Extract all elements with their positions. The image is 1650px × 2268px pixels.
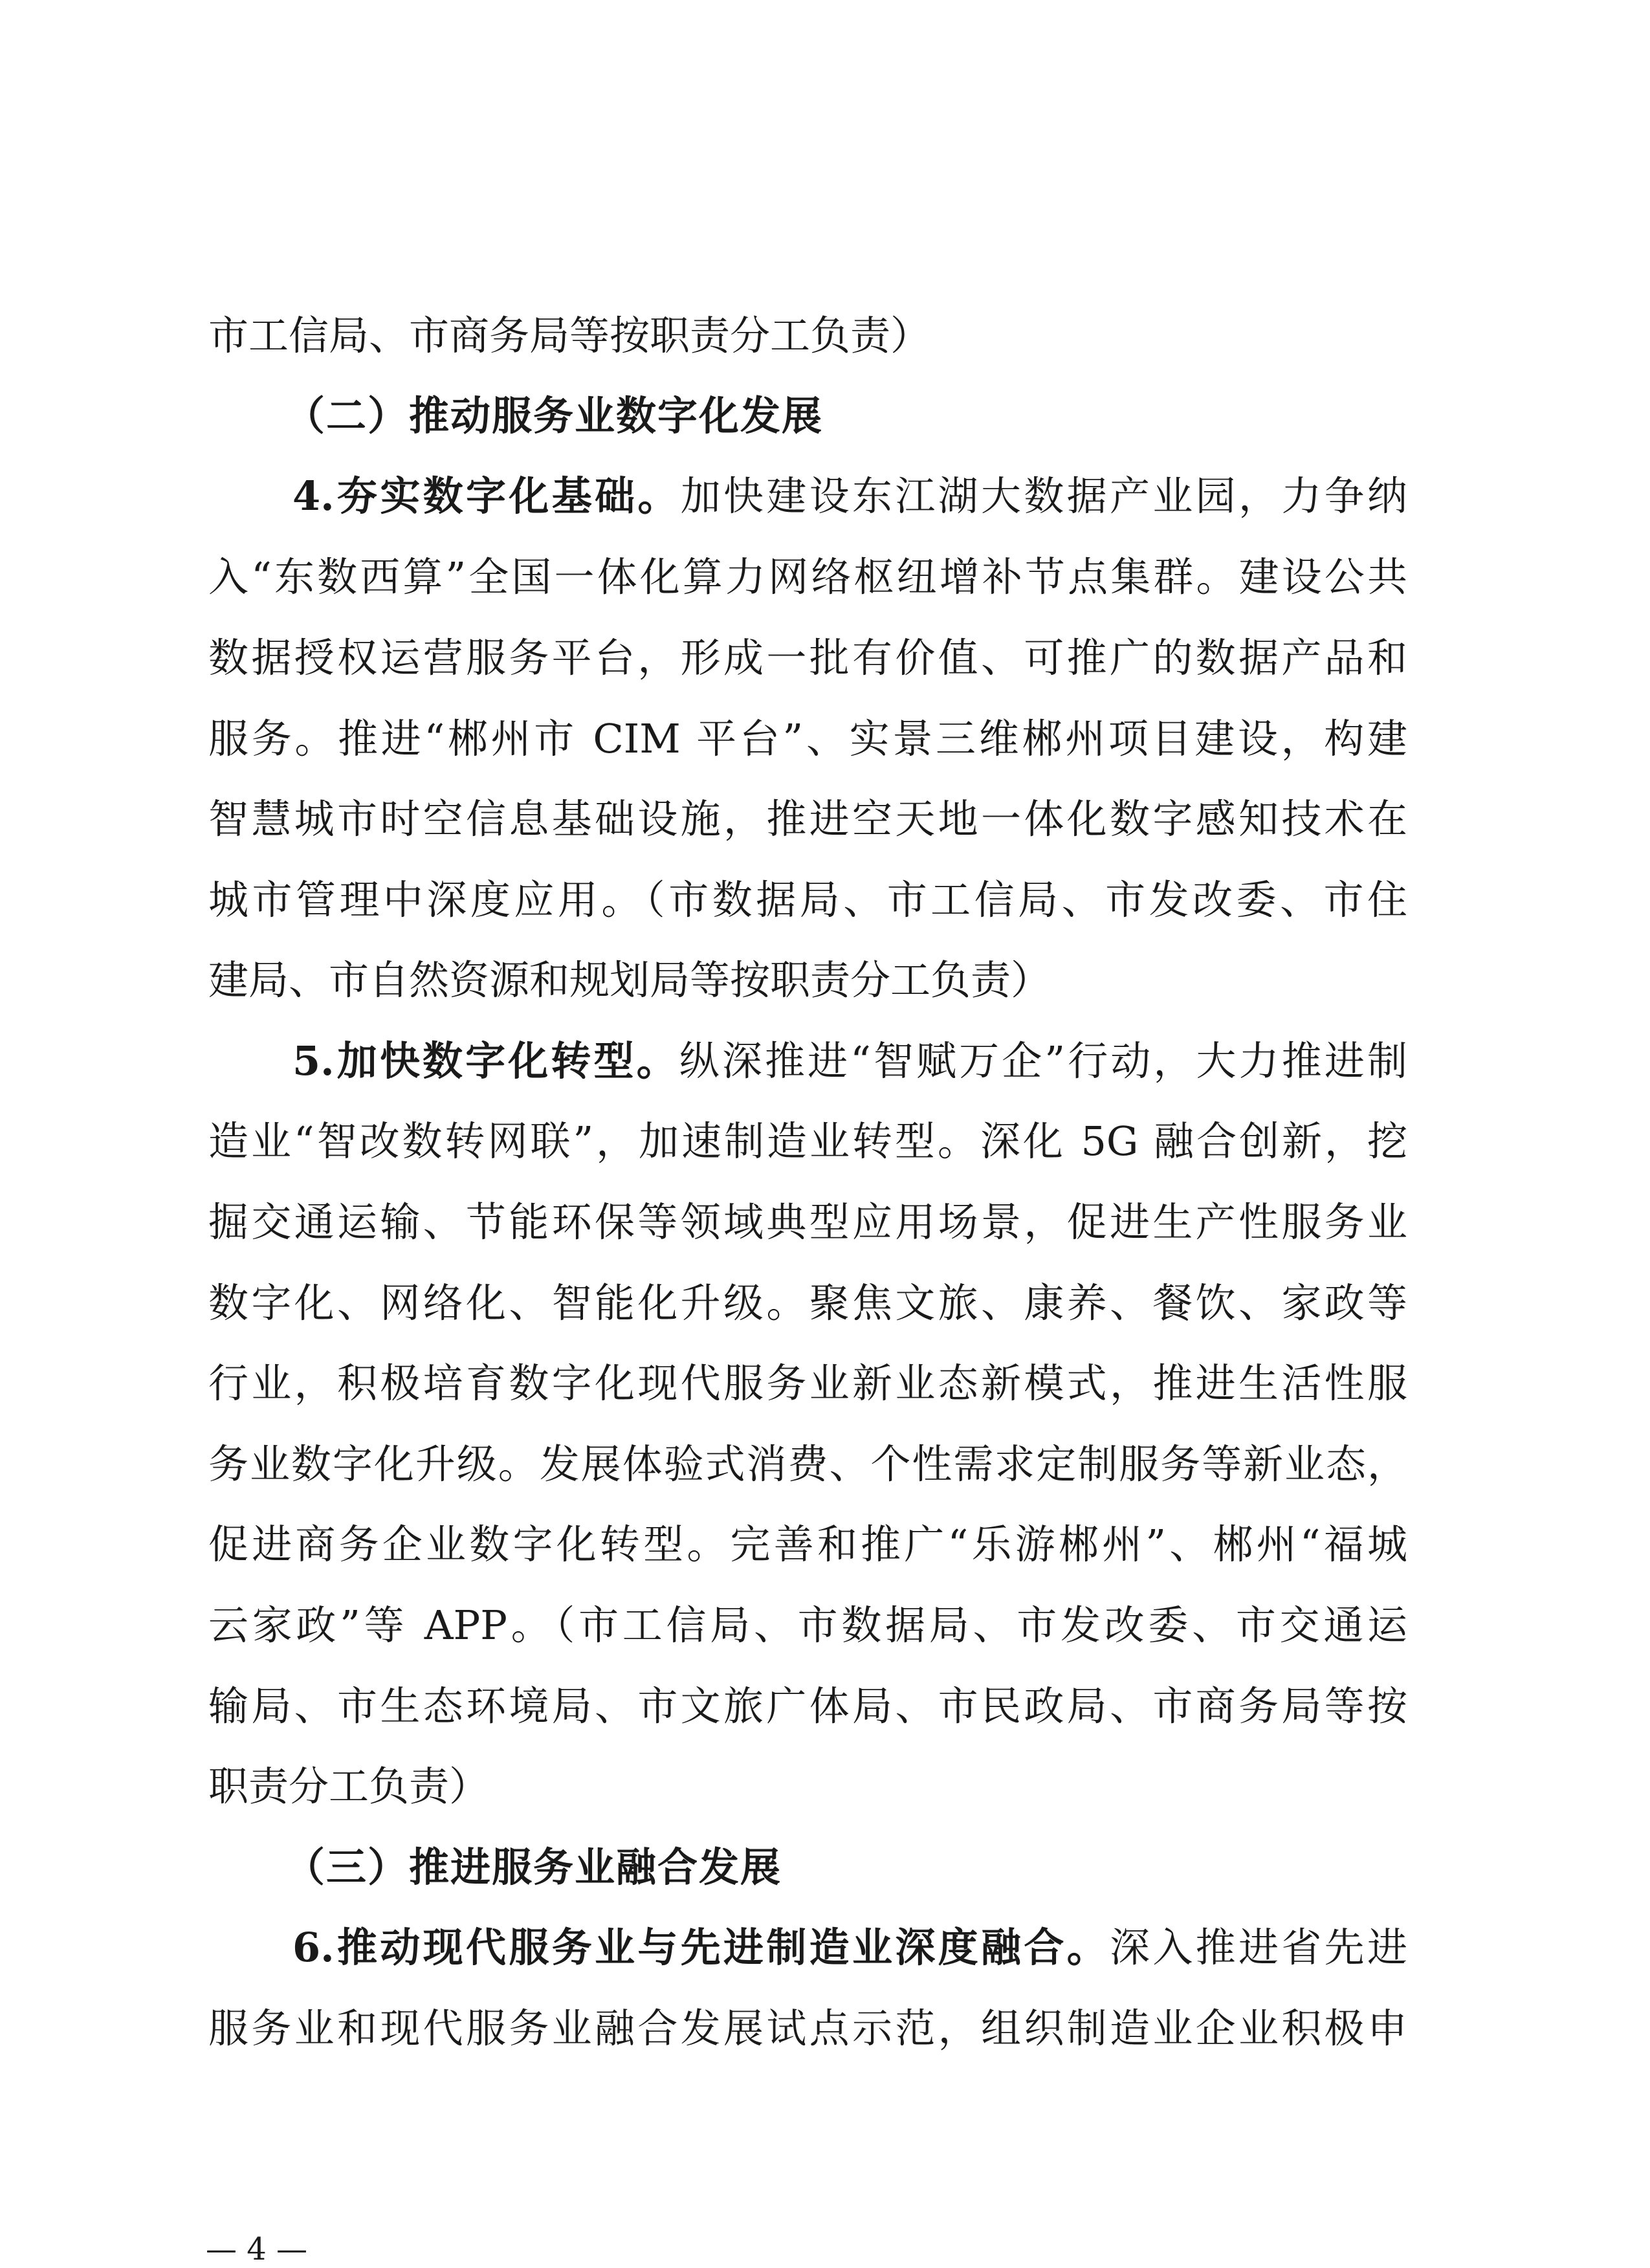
paragraph-line: 数字化、网络化、智能化升级。聚焦文旅、康养、餐饮、家政等: [208, 1279, 1407, 1327]
paragraph-line: [292, 1037, 1407, 1085]
paragraph-line: 输局、市生态环境局、市文旅广体局、市民政局、市商务局等按: [208, 1682, 1407, 1730]
paragraph-line: 务业数字化升级。发展体验式消费、个性需求定制服务等新业态，: [208, 1440, 1407, 1488]
section-heading: （三）推进服务业融合发展: [285, 1844, 782, 1891]
paragraph-line: [292, 1924, 1407, 1972]
paragraph-line: 数据授权运营服务平台，形成一批有价值、可推广的数据产品和: [208, 634, 1407, 681]
paragraph-line: 入“东数西算”全国一体化算力网络枢纽增补节点集群。建设公共: [208, 553, 1407, 600]
paragraph-line: 造业“智改数转网联”，加速制造业转型。深化 5G 融合创新，挖: [208, 1117, 1407, 1165]
item-text: 深入推进省先进: [1110, 1924, 1407, 1971]
paragraph-line: [292, 472, 1407, 520]
page-number: — 4 —: [206, 2231, 308, 2267]
paragraph-line: 促进商务企业数字化转型。完善和推广“乐游郴州”、郴州“福城: [208, 1521, 1407, 1568]
paragraph-line: 行业，积极培育数字化现代服务业新业态新模式，推进生活性服: [208, 1360, 1407, 1407]
paragraph-line: 服务业和现代服务业融合发展试点示范，组织制造业企业积极申: [208, 2005, 1407, 2052]
paragraph-line: 建局、市自然资源和规划局等按职责分工负责）: [208, 956, 1051, 1004]
item-title: 5.加快数字化转型。: [292, 1037, 679, 1084]
paragraph-line: 智慧城市时空信息基础设施，推进空天地一体化数字感知技术在: [208, 795, 1407, 842]
item-text: 加快建设东江湖大数据产业园，力争纳: [680, 472, 1407, 520]
paragraph-line: 服务。推进“郴州市 CIM 平台”、实景三维郴州项目建设，构建: [208, 715, 1407, 762]
paragraph-line: 市工信局、市商务局等按职责分工负责）: [208, 312, 931, 359]
paragraph-line: 掘交通运输、节能环保等领域典型应用场景，促进生产性服务业: [208, 1198, 1407, 1246]
paragraph-line: 职责分工负责）: [208, 1763, 490, 1810]
item-title: 4.夯实数字化基础。: [292, 472, 681, 520]
paragraph-line: 城市管理中深度应用。（市数据局、市工信局、市发改委、市住: [208, 876, 1407, 923]
section-heading: （二）推动服务业数字化发展: [285, 392, 824, 439]
paragraph-line: 云家政”等 APP。（市工信局、市数据局、市发改委、市交通运: [208, 1602, 1407, 1649]
item-title: 6.推动现代服务业与先进制造业深度融合。: [292, 1924, 1110, 1971]
item-text: 纵深推进“智赋万企”行动，大力推进制: [679, 1037, 1407, 1084]
